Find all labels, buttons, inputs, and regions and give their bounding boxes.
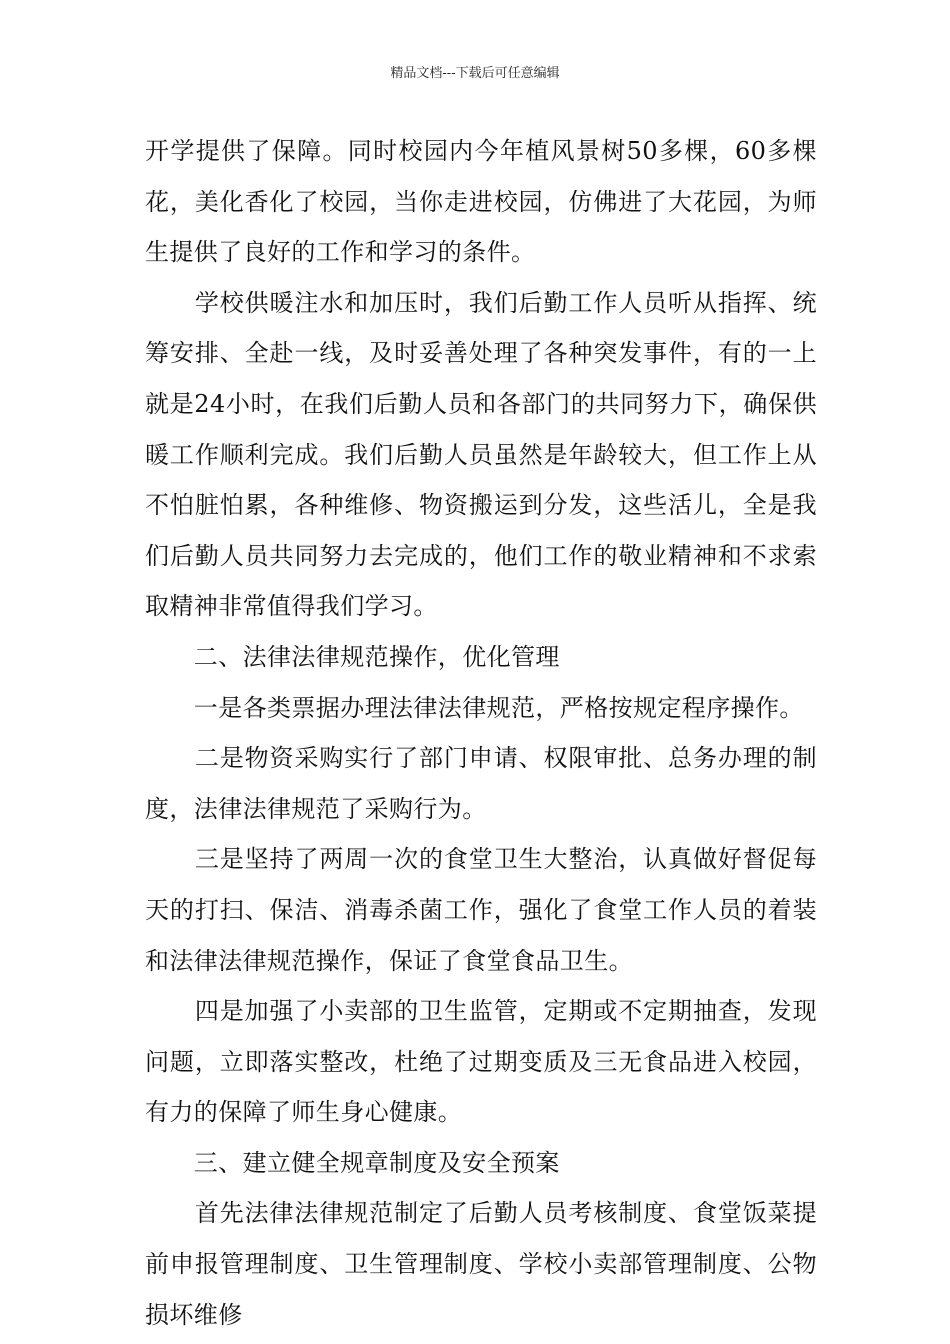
section-heading-standard-operation: 二、法律法律规范操作，优化管理 bbox=[145, 642, 560, 671]
section-heading-rules-and-safety: 三、建立健全规章制度及安全预案 bbox=[145, 1148, 560, 1177]
paragraph-item-two: 二是物资采购实行了部门申请、权限审批、总务办理的制度，法律法律规范了采购行为。 bbox=[145, 744, 817, 823]
document-body bbox=[145, 126, 817, 1340]
paragraph-campus-greening: 开学提供了保障。同时校园内今年植风景树50多棵，60多棵花，美化香化了校园，当你走进校园，仿佛进了大花园，为师生提供了良好的工作和学习的条件。 bbox=[145, 137, 817, 267]
paragraph-item-one: 一是各类票据办理法律法律规范，严格按规定程序操作。 bbox=[145, 693, 804, 722]
paragraph-item-four: 四是加强了小卖部的卫生监管，定期或不定期抽查，发现问题，立即落实整改，杜绝了过期变质及三无食品进入校园，有力的保障了师生身心健康。 bbox=[145, 997, 817, 1127]
paragraph-item-three: 三是坚持了两周一次的食堂卫生大整治，认真做好督促每天的打扫、保洁、消毒杀菌工作，强化了食堂工作人员的着装和法律法律规范操作，保证了食堂食品卫生。 bbox=[145, 845, 817, 975]
page-header: 精品文档---下载后可任意编辑 bbox=[390, 66, 560, 81]
paragraph-heating-work: 学校供暖注水和加压时，我们后勤工作人员听从指挥、统筹安排、全赴一线，及时妥善处理了各种突发事件，有的一上就是24小时，在我们后勤人员和各部门的共同努力下，确保供暖工作顺利完成。我们后勤人员虽然是年龄较大，但工作上从不怕脏怕累，各种维修、物资搬运到分发，这些活儿，全是我们后勤人员共同努力去完成的，他们工作的敬业精神和不求索取精神非常值得我们学习。 bbox=[145, 288, 817, 621]
paragraph-rules-list: 首先法律法律规范制定了后勤人员考核制度、食堂饭菜提前申报管理制度、卫生管理制度、学校小卖部管理制度、公物损坏维修 bbox=[145, 1199, 817, 1329]
